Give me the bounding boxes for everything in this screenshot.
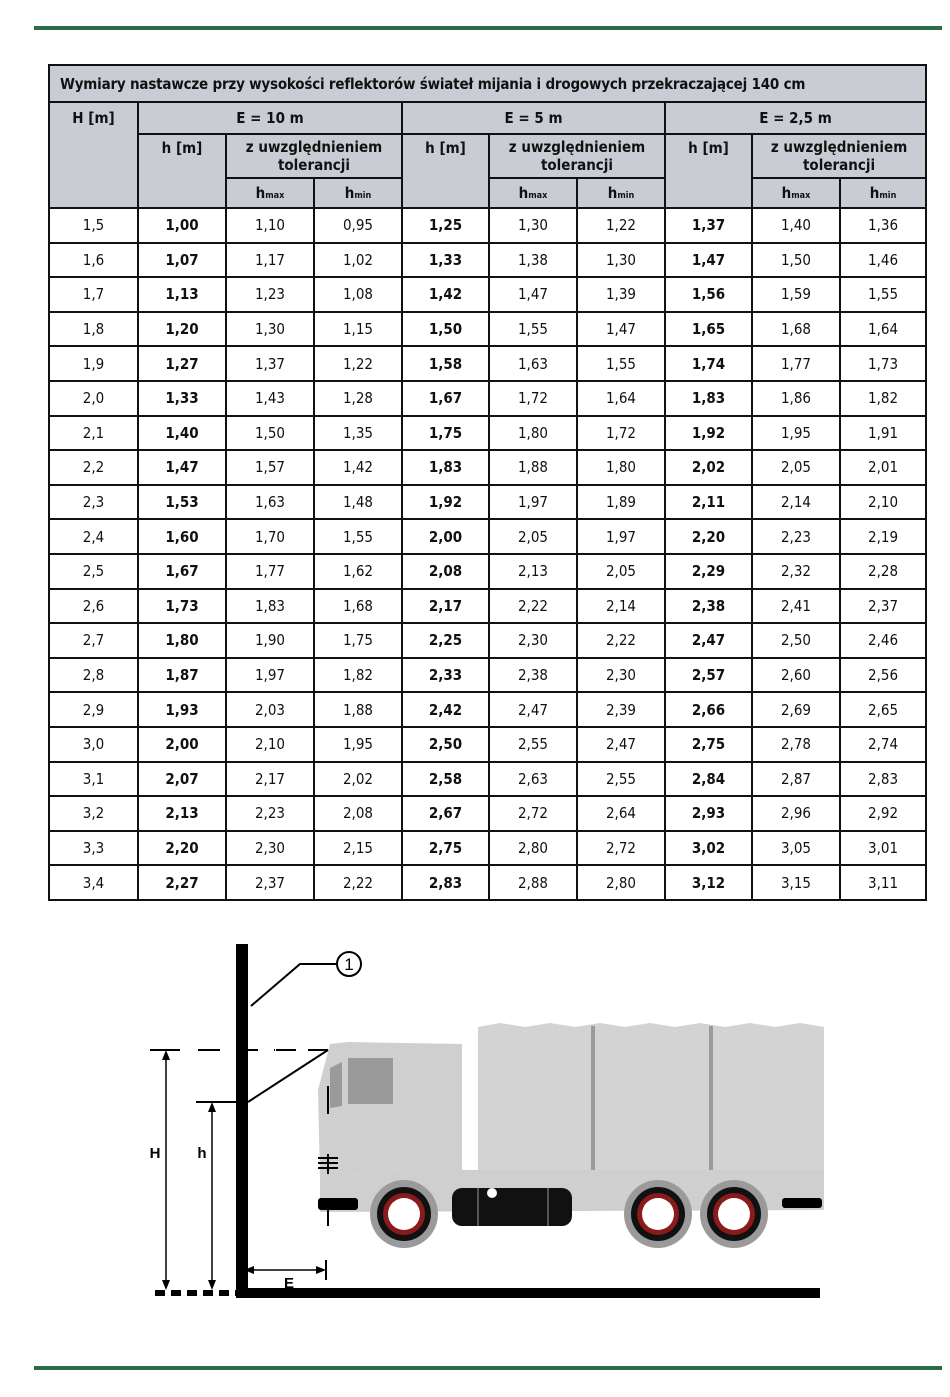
table-cell: 1,72 — [489, 381, 577, 416]
table-cell: 2,00 — [138, 727, 226, 762]
table-row — [49, 762, 926, 797]
table-cell: 2,75 — [402, 831, 489, 866]
table-cell: 2,05 — [577, 554, 665, 589]
label-h: h — [197, 1145, 207, 1162]
table-row — [49, 658, 926, 693]
header-h-e25: h [m] — [665, 134, 752, 208]
table-cell: 1,62 — [314, 554, 402, 589]
table-cell: 1,90 — [226, 623, 314, 658]
table-cell: 2,75 — [665, 727, 752, 762]
beam-line — [248, 1050, 328, 1102]
table-cell: 2,15 — [314, 831, 402, 866]
table-cell: 1,64 — [840, 312, 926, 347]
table-row — [49, 416, 926, 451]
table-cell: 2,39 — [577, 692, 665, 727]
table-cell: 3,01 — [840, 831, 926, 866]
table-cell: 1,53 — [138, 485, 226, 520]
table-cell: 2,66 — [665, 692, 752, 727]
header-hmax: hmax — [226, 178, 314, 208]
table-cell: 2,47 — [489, 692, 577, 727]
table-cell: 1,77 — [752, 346, 840, 381]
table-cell: 1,30 — [226, 312, 314, 347]
table-cell: 1,97 — [489, 485, 577, 520]
table-cell: 2,23 — [226, 796, 314, 831]
table-cell: 2,5 — [49, 554, 138, 589]
table-cell: 2,72 — [489, 796, 577, 831]
cab-window — [348, 1058, 393, 1104]
table-cell: 2,08 — [402, 554, 489, 589]
table-row — [49, 485, 926, 520]
table-cell: 2,63 — [489, 762, 577, 797]
table-cell: 1,30 — [577, 243, 665, 278]
table-cell: 2,46 — [840, 623, 926, 658]
headlight-aiming-diagram — [0, 930, 950, 1360]
table-cell: 2,3 — [49, 485, 138, 520]
table-cell: 2,41 — [752, 589, 840, 624]
table-cell: 1,91 — [840, 416, 926, 451]
table-cell: 1,57 — [226, 450, 314, 485]
table-cell: 2,74 — [840, 727, 926, 762]
table-row — [49, 381, 926, 416]
table-cell: 1,65 — [665, 312, 752, 347]
table-row — [49, 589, 926, 624]
table-cell: 1,37 — [226, 346, 314, 381]
table-row — [49, 692, 926, 727]
table-cell: 2,56 — [840, 658, 926, 693]
table-cell: 1,82 — [840, 381, 926, 416]
table-cell: 2,14 — [752, 485, 840, 520]
table-cell: 1,97 — [577, 519, 665, 554]
table-cell: 1,55 — [577, 346, 665, 381]
header-hmax: hmax — [752, 178, 840, 208]
table-cell: 2,22 — [577, 623, 665, 658]
table-cell: 1,86 — [752, 381, 840, 416]
label-H: H — [149, 1145, 161, 1162]
table-cell: 1,39 — [577, 277, 665, 312]
table-cell: 1,35 — [314, 416, 402, 451]
label-E: E — [283, 1275, 295, 1292]
callout-number: 1 — [344, 955, 354, 974]
group-header-e5: E = 5 m — [402, 102, 665, 134]
table-cell: 1,72 — [577, 416, 665, 451]
table-row — [49, 450, 926, 485]
table-cell: 2,27 — [138, 865, 226, 900]
table-cell: 2,37 — [840, 589, 926, 624]
table-cell: 1,56 — [665, 277, 752, 312]
table-cell: 1,27 — [138, 346, 226, 381]
table-cell: 1,63 — [226, 485, 314, 520]
group-header-e25: E = 2,5 m — [665, 102, 926, 134]
table-cell: 1,43 — [226, 381, 314, 416]
table-cell: 1,6 — [49, 243, 138, 278]
table-cell: 1,70 — [226, 519, 314, 554]
table-cell: 1,47 — [577, 312, 665, 347]
table-cell: 3,12 — [665, 865, 752, 900]
table-cell: 3,4 — [49, 865, 138, 900]
table-cell: 1,47 — [138, 450, 226, 485]
table-row — [49, 727, 926, 762]
table-cell: 2,87 — [752, 762, 840, 797]
table-cell: 1,42 — [402, 277, 489, 312]
table-cell: 2,50 — [752, 623, 840, 658]
table-cell: 1,33 — [402, 243, 489, 278]
wall — [236, 944, 248, 1294]
front-wheel — [370, 1180, 438, 1248]
table-cell: 2,19 — [840, 519, 926, 554]
table-cell: 1,80 — [138, 623, 226, 658]
table-cell: 1,46 — [840, 243, 926, 278]
table-cell: 1,33 — [138, 381, 226, 416]
table-cell: 1,20 — [138, 312, 226, 347]
table-cell: 1,80 — [577, 450, 665, 485]
header-hmin: hmin — [840, 178, 926, 208]
table-cell: 1,40 — [752, 208, 840, 243]
header-tolerance-e25: z uwzględnieniem tolerancji — [752, 134, 926, 178]
group-header-e10: E = 10 m — [138, 102, 402, 134]
table-cell: 1,82 — [314, 658, 402, 693]
table-cell: 1,83 — [402, 450, 489, 485]
table-cell: 2,55 — [577, 762, 665, 797]
table-cell: 1,68 — [752, 312, 840, 347]
table-cell: 2,57 — [665, 658, 752, 693]
table-cell: 2,32 — [752, 554, 840, 589]
table-cell: 2,2 — [49, 450, 138, 485]
table-cell: 2,20 — [665, 519, 752, 554]
table-cell: 2,02 — [314, 762, 402, 797]
table-cell: 2,30 — [226, 831, 314, 866]
table-cell: 3,0 — [49, 727, 138, 762]
table-cell: 2,55 — [489, 727, 577, 762]
table-cell: 1,28 — [314, 381, 402, 416]
floor — [236, 1288, 820, 1298]
table-cell: 1,8 — [49, 312, 138, 347]
table-cell: 1,97 — [226, 658, 314, 693]
table-cell: 2,50 — [402, 727, 489, 762]
table-cell: 1,22 — [314, 346, 402, 381]
table-cell: 1,08 — [314, 277, 402, 312]
table-cell: 3,11 — [840, 865, 926, 900]
table-cell: 2,69 — [752, 692, 840, 727]
table-cell: 2,42 — [402, 692, 489, 727]
table-cell: 2,02 — [665, 450, 752, 485]
table-cell: 1,87 — [138, 658, 226, 693]
table-cell: 1,7 — [49, 277, 138, 312]
table-cell: 1,50 — [752, 243, 840, 278]
table-cell: 2,08 — [314, 796, 402, 831]
table-cell: 1,59 — [752, 277, 840, 312]
table-cell: 2,07 — [138, 762, 226, 797]
table-cell: 2,13 — [138, 796, 226, 831]
table-cell: 1,92 — [402, 485, 489, 520]
table-cell: 2,4 — [49, 519, 138, 554]
table-cell: 2,38 — [489, 658, 577, 693]
table-cell: 1,23 — [226, 277, 314, 312]
table-cell: 2,14 — [577, 589, 665, 624]
table-cell: 1,30 — [489, 208, 577, 243]
table-cell: 1,17 — [226, 243, 314, 278]
table-cell: 1,55 — [489, 312, 577, 347]
table-cell: 2,8 — [49, 658, 138, 693]
table-cell: 2,11 — [665, 485, 752, 520]
table-cell: 2,10 — [226, 727, 314, 762]
rear-wheel-1 — [624, 1180, 692, 1248]
table-cell: 1,80 — [489, 416, 577, 451]
table-cell: 3,3 — [49, 831, 138, 866]
table-cell: 1,83 — [226, 589, 314, 624]
table-cell: 1,77 — [226, 554, 314, 589]
table-cell: 2,17 — [226, 762, 314, 797]
table-cell: 2,84 — [665, 762, 752, 797]
table-cell: 2,03 — [226, 692, 314, 727]
table-cell: 2,05 — [489, 519, 577, 554]
table-cell: 2,72 — [577, 831, 665, 866]
table-cell: 1,63 — [489, 346, 577, 381]
table-cell: 3,15 — [752, 865, 840, 900]
table-cell: 2,20 — [138, 831, 226, 866]
table-cell: 1,92 — [665, 416, 752, 451]
table-cell: 2,60 — [752, 658, 840, 693]
table-cell: 2,80 — [577, 865, 665, 900]
table-cell: 1,9 — [49, 346, 138, 381]
table-cell: 2,22 — [489, 589, 577, 624]
table-cell: 2,88 — [489, 865, 577, 900]
table-cell: 2,29 — [665, 554, 752, 589]
table-cell: 2,00 — [402, 519, 489, 554]
table-cell: 2,6 — [49, 589, 138, 624]
table-cell: 2,83 — [840, 762, 926, 797]
table-cell: 2,22 — [314, 865, 402, 900]
table-cell: 1,22 — [577, 208, 665, 243]
table-row — [49, 554, 926, 589]
table-cell: 1,50 — [402, 312, 489, 347]
table-cell: 2,47 — [665, 623, 752, 658]
table-cell: 1,89 — [577, 485, 665, 520]
table-cell: 2,80 — [489, 831, 577, 866]
table-cell: 2,9 — [49, 692, 138, 727]
table-cell: 2,92 — [840, 796, 926, 831]
header-h-e10: h [m] — [138, 134, 226, 208]
table-cell: 2,96 — [752, 796, 840, 831]
table-row — [49, 519, 926, 554]
table-row — [49, 208, 926, 243]
table-cell: 1,93 — [138, 692, 226, 727]
table-cell: 1,25 — [402, 208, 489, 243]
table-cell: 2,38 — [665, 589, 752, 624]
table-cell: 2,93 — [665, 796, 752, 831]
table-cell: 2,0 — [49, 381, 138, 416]
table-cell: 1,73 — [840, 346, 926, 381]
table-cell: 3,02 — [665, 831, 752, 866]
table-cell: 1,75 — [402, 416, 489, 451]
bottom-rule — [34, 1366, 942, 1370]
table-cell: 1,67 — [402, 381, 489, 416]
table-cell: 2,01 — [840, 450, 926, 485]
table-cell: 1,13 — [138, 277, 226, 312]
table-cell: 2,30 — [489, 623, 577, 658]
table-cell: 1,10 — [226, 208, 314, 243]
table-title: Wymiary nastawcze przy wysokości reflektorów świateł mijania i drogowych przekraczającej 140 cm — [49, 65, 926, 102]
table-cell: 1,5 — [49, 208, 138, 243]
table-cell: 2,65 — [840, 692, 926, 727]
table-cell: 2,23 — [752, 519, 840, 554]
header-h-e5: h [m] — [402, 134, 489, 208]
table-cell: 1,95 — [314, 727, 402, 762]
table-cell: 2,67 — [402, 796, 489, 831]
table-cell: 1,67 — [138, 554, 226, 589]
table-cell: 2,10 — [840, 485, 926, 520]
table-row — [49, 796, 926, 831]
table-cell: 2,25 — [402, 623, 489, 658]
table-cell: 1,50 — [226, 416, 314, 451]
table-cell: 1,60 — [138, 519, 226, 554]
table-cell: 2,78 — [752, 727, 840, 762]
header-H: H [m] — [49, 102, 138, 208]
table-cell: 3,05 — [752, 831, 840, 866]
table-cell: 1,68 — [314, 589, 402, 624]
truck-cargo-box — [478, 1028, 824, 1194]
table-cell: 3,1 — [49, 762, 138, 797]
table-cell: 1,48 — [314, 485, 402, 520]
header-hmax: hmax — [489, 178, 577, 208]
table-cell: 2,7 — [49, 623, 138, 658]
table-cell: 2,47 — [577, 727, 665, 762]
table-row — [49, 623, 926, 658]
table-cell: 1,88 — [314, 692, 402, 727]
table-cell: 1,55 — [314, 519, 402, 554]
fuel-tank — [452, 1188, 572, 1226]
table-cell: 1,75 — [314, 623, 402, 658]
table-cell: 1,88 — [489, 450, 577, 485]
table-cell: 1,47 — [489, 277, 577, 312]
top-rule — [34, 26, 942, 30]
table-cell: 1,37 — [665, 208, 752, 243]
table-cell: 2,28 — [840, 554, 926, 589]
table-cell: 1,47 — [665, 243, 752, 278]
header-hmin: hmin — [577, 178, 665, 208]
table-cell: 2,1 — [49, 416, 138, 451]
header-tolerance-e10: z uwzględnieniem tolerancji — [226, 134, 402, 178]
table-cell: 1,40 — [138, 416, 226, 451]
header-tolerance-e5: z uwzględnieniem tolerancji — [489, 134, 665, 178]
table-row — [49, 243, 926, 278]
table-cell: 1,38 — [489, 243, 577, 278]
table-cell: 1,83 — [665, 381, 752, 416]
headlight-settings-table — [48, 64, 927, 901]
table-row — [49, 277, 926, 312]
table-cell: 1,42 — [314, 450, 402, 485]
table-cell: 2,13 — [489, 554, 577, 589]
table-cell: 1,00 — [138, 208, 226, 243]
table-cell: 2,30 — [577, 658, 665, 693]
table-cell: 1,02 — [314, 243, 402, 278]
table-cell: 2,33 — [402, 658, 489, 693]
header-hmin: hmin — [314, 178, 402, 208]
table-cell: 0,95 — [314, 208, 402, 243]
table-cell: 1,15 — [314, 312, 402, 347]
table-row — [49, 831, 926, 866]
table-cell: 1,95 — [752, 416, 840, 451]
table-row — [49, 312, 926, 347]
table-cell: 1,07 — [138, 243, 226, 278]
table-cell: 1,74 — [665, 346, 752, 381]
rear-wheel-2 — [700, 1180, 768, 1248]
table-cell: 1,58 — [402, 346, 489, 381]
table-cell: 3,2 — [49, 796, 138, 831]
table-cell: 2,64 — [577, 796, 665, 831]
table-cell: 2,58 — [402, 762, 489, 797]
table-cell: 1,64 — [577, 381, 665, 416]
table-cell: 2,17 — [402, 589, 489, 624]
table-cell: 2,37 — [226, 865, 314, 900]
table-cell: 2,83 — [402, 865, 489, 900]
table-cell: 1,73 — [138, 589, 226, 624]
table-cell: 2,05 — [752, 450, 840, 485]
table-row — [49, 346, 926, 381]
table-row — [49, 865, 926, 900]
table-cell: 1,55 — [840, 277, 926, 312]
table-cell: 1,36 — [840, 208, 926, 243]
callout-leader — [251, 964, 336, 1006]
